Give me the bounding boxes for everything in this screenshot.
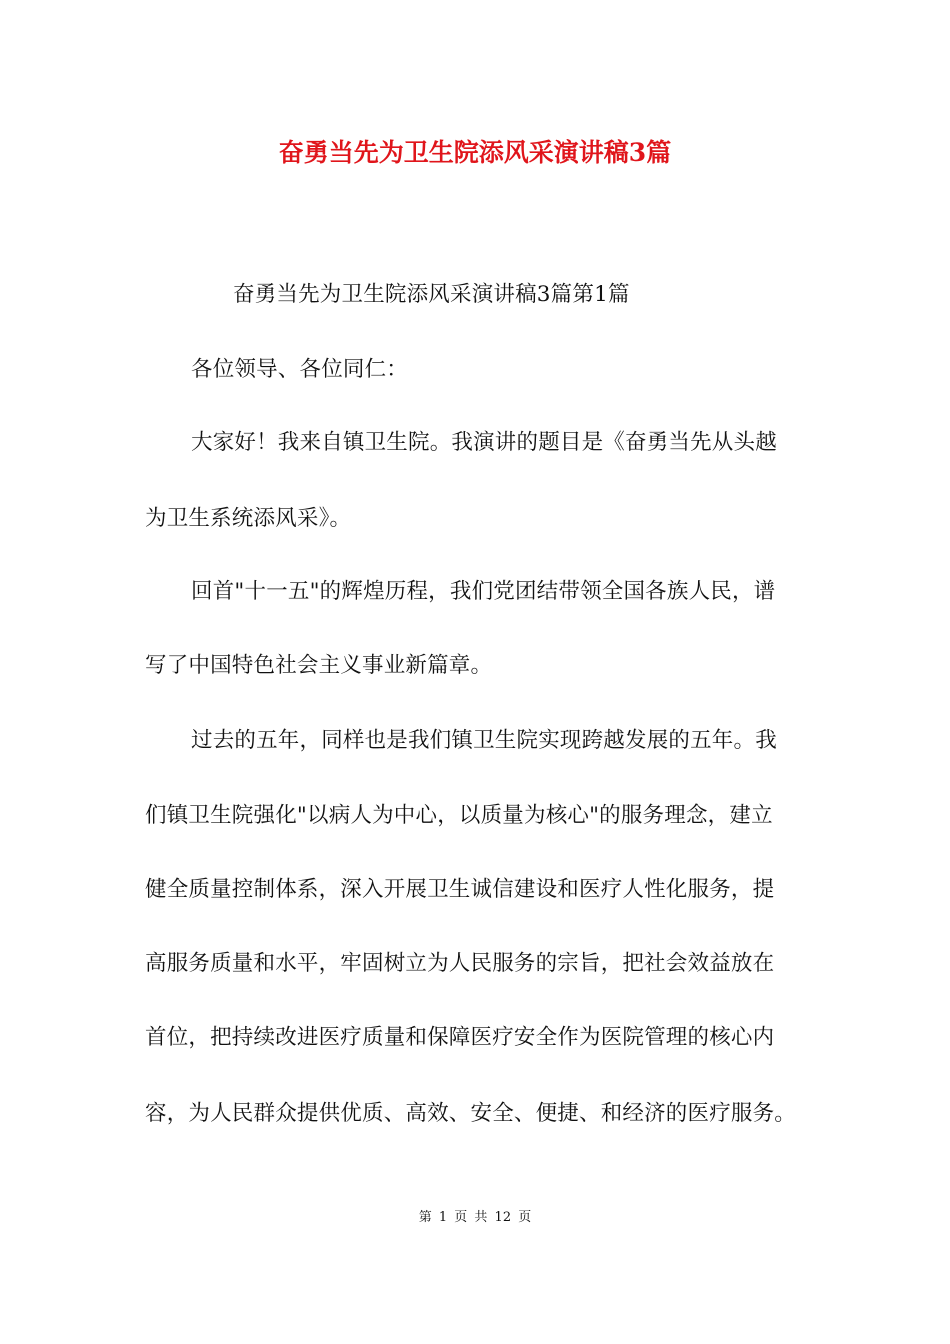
paragraph-line: 健全质量控制体系，深入开展卫生诚信建设和医疗人性化服务，提 (145, 877, 775, 902)
paragraph-line: 高服务质量和水平，牢固树立为人民服务的宗旨，把社会效益放在 (145, 951, 775, 976)
page-number-footer: 第 1 页 共 12 页 (418, 1210, 532, 1225)
paragraph-line: 回首"十一五"的辉煌历程，我们党团结带领全国各族人民，谱 (191, 579, 776, 604)
salutation-line: 各位领导、各位同仁： (191, 357, 409, 382)
paragraph-line: 写了中国特色社会主义事业新篇章。 (145, 653, 493, 678)
paragraph-line: 首位，把持续改进医疗质量和保障医疗安全作为医院管理的核心内 (145, 1025, 775, 1050)
paragraph-line: 容，为人民群众提供优质、高效、安全、便捷、和经济的医疗服务。 (145, 1101, 797, 1126)
document-title: 奋勇当先为卫生院添风采演讲稿3篇 (278, 138, 672, 167)
paragraph-line: 大家好！我来自镇卫生院。我演讲的题目是《奋勇当先从头越 (191, 430, 777, 455)
paragraph-line: 为卫生系统添风采》。 (145, 506, 352, 531)
paragraph-line: 过去的五年，同样也是我们镇卫生院实现跨越发展的五年。我 (191, 728, 777, 753)
paragraph-line: 们镇卫生院强化"以病人为中心，以质量为核心"的服务理念，建立 (145, 803, 773, 828)
section-subtitle: 奋勇当先为卫生院添风采演讲稿3篇第1篇 (233, 282, 630, 307)
